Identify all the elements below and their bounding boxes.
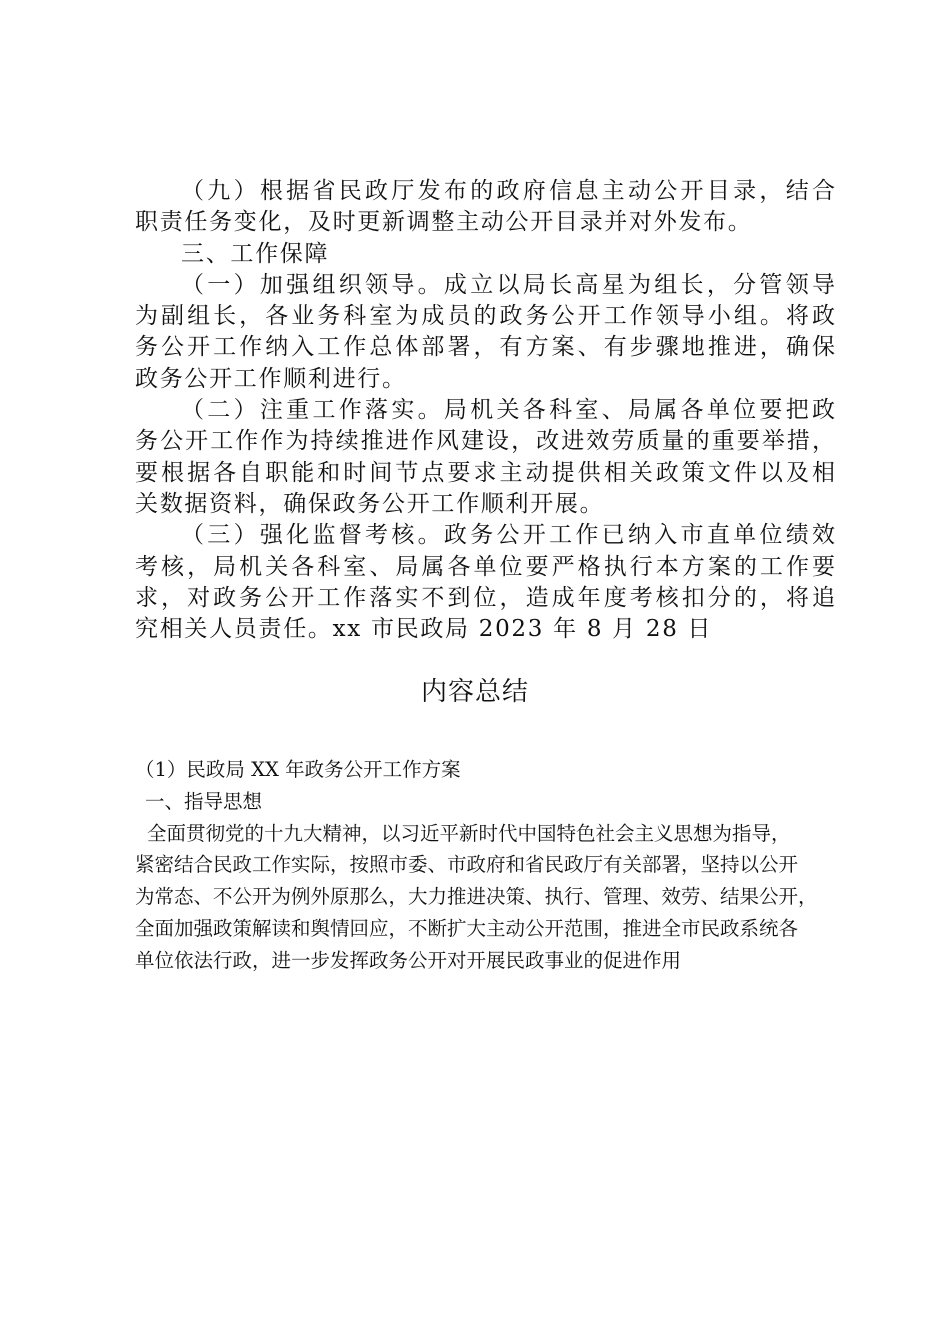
paragraph-organization-line: （一）加强组织领导。成立以局长高星为组长，分管领导 <box>181 271 835 298</box>
paragraph-implementation-line: （二）注重工作落实。局机关各科室、局属各单位要把政 <box>181 397 835 424</box>
paragraph-supervision-line: 考核，局机关各科室、局属各单位要严格执行本方案的工作要 <box>135 553 835 580</box>
summary-body-line: 紧密结合民政工作实际，按照市委、市政府和省民政厅有关部署，坚持以公开 <box>135 853 799 877</box>
paragraph-organization-line: 务公开工作纳入工作总体部署，有方案、有步骤地推进，确保 <box>135 334 835 361</box>
paragraph-organization-line: 为副组长，各业务科室为成员的政务公开工作领导小组。将政 <box>135 303 835 330</box>
paragraph-supervision-line: （三）强化监督考核。政务公开工作已纳入市直单位绩效 <box>181 522 835 549</box>
summary-body-line: 单位依法行政，进一步发挥政务公开对开展民政事业的促进作用 <box>135 948 682 972</box>
paragraph-9-line: 职责任务变化，及时更新调整主动公开目录并对外发布。 <box>135 209 753 236</box>
paragraph-organization-line: 政务公开工作顺利进行。 <box>135 365 407 392</box>
summary-heading: 一、指导思想 <box>145 789 263 813</box>
paragraph-supervision-line: 求，对政务公开工作落实不到位，造成年度考核扣分的，将追 <box>135 584 835 611</box>
summary-body-line: 全面贯彻党的十九大精神，以习近平新时代中国特色社会主义思想为指导， <box>147 821 791 845</box>
paragraph-implementation-line: 关数据资料，确保政务公开工作顺利开展。 <box>135 490 605 517</box>
summary-title: 内容总结 <box>420 677 529 707</box>
paragraph-supervision-line: 究相关人员责任。xx 市民政局 2023 年 8 月 28 日 <box>135 616 713 643</box>
summary-block <box>135 754 837 977</box>
summary-item-title: （1）民政局 XX 年政务公开工作方案 <box>135 758 461 781</box>
paragraph-implementation-line: 要根据各自职能和时间节点要求主动提供相关政策文件以及相 <box>135 459 835 486</box>
paragraph-implementation-line: 务公开工作作为持续推进作风建设，改进效劳质量的重要举措， <box>135 428 835 455</box>
section-3-heading: 三、工作保障 <box>181 240 330 267</box>
paragraph-9-line: （九）根据省民政厅发布的政府信息主动公开目录，结合 <box>181 178 835 204</box>
summary-body-line: 为常态、不公开为例外原那么，大力推进决策、执行、管理、效劳、结果公开， <box>135 885 818 909</box>
main-text-block <box>135 176 835 645</box>
summary-body-line: 全面加强政策解读和舆情回应，不断扩大主动公开范围，推进全市民政系统各 <box>135 916 799 940</box>
